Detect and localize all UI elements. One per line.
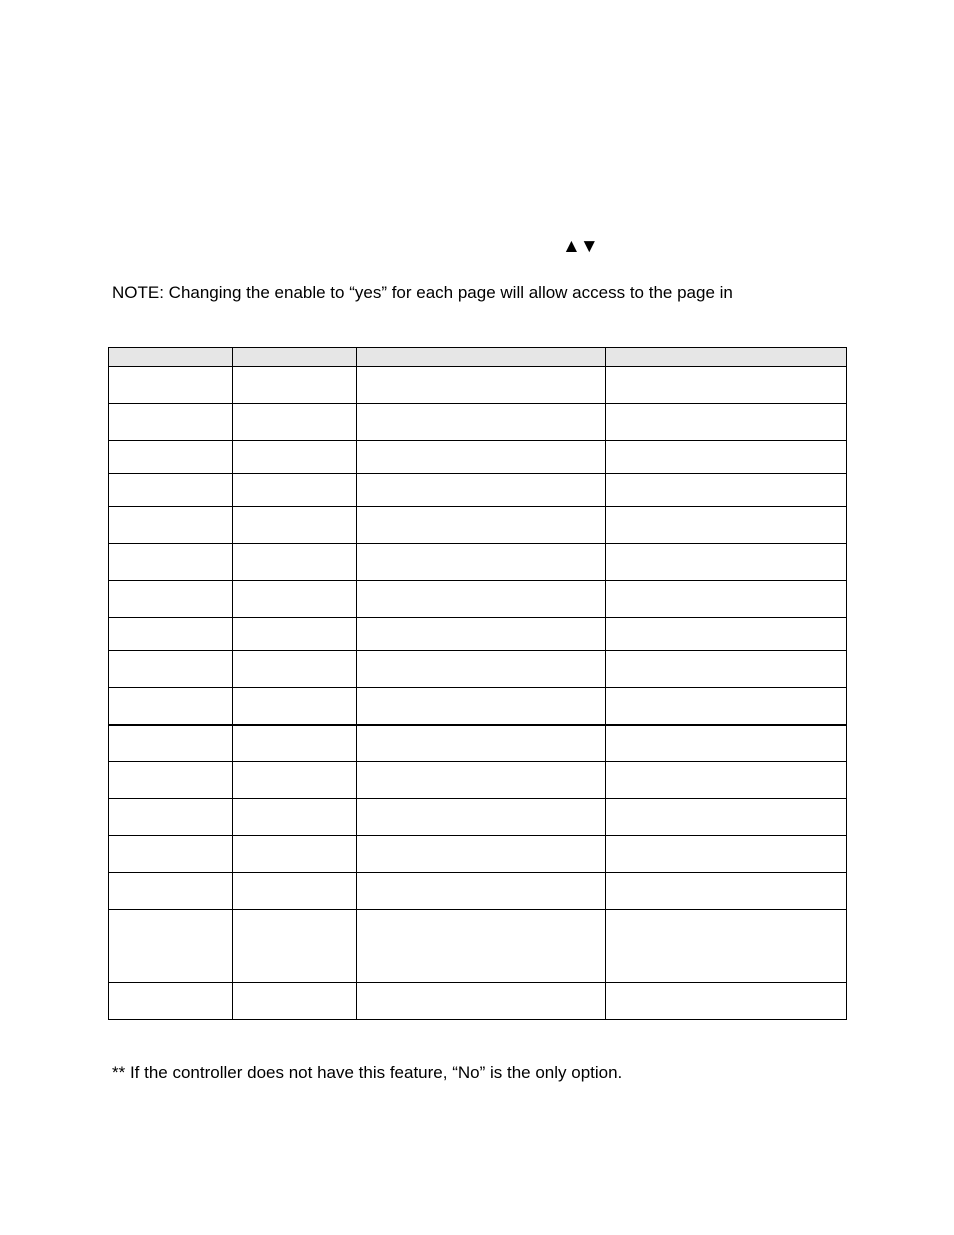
table-cell bbox=[606, 618, 847, 651]
header-cell bbox=[606, 348, 847, 367]
table-cell bbox=[233, 404, 357, 441]
table-cell bbox=[606, 651, 847, 688]
note-text: NOTE: Changing the enable to “yes” for each page will allow access to the page in bbox=[112, 283, 733, 302]
table-row bbox=[109, 441, 847, 474]
table-cell bbox=[357, 910, 606, 983]
table-cell bbox=[357, 367, 606, 404]
table-cell bbox=[357, 725, 606, 762]
table-cell bbox=[109, 983, 233, 1020]
table-cell bbox=[606, 873, 847, 910]
table-cell bbox=[606, 544, 847, 581]
table-cell bbox=[109, 441, 233, 474]
table-cell bbox=[606, 441, 847, 474]
table-cell bbox=[606, 507, 847, 544]
table-cell bbox=[357, 507, 606, 544]
table-cell bbox=[233, 507, 357, 544]
table-cell bbox=[357, 474, 606, 507]
table-cell bbox=[606, 836, 847, 873]
table-cell bbox=[233, 762, 357, 799]
table-row bbox=[109, 910, 847, 983]
table-row bbox=[109, 762, 847, 799]
table-row bbox=[109, 507, 847, 544]
table-cell bbox=[606, 799, 847, 836]
table-cell bbox=[109, 474, 233, 507]
table-cell bbox=[233, 544, 357, 581]
table-row bbox=[109, 367, 847, 404]
table-row bbox=[109, 404, 847, 441]
table-cell bbox=[109, 581, 233, 618]
table-cell bbox=[357, 404, 606, 441]
table-cell bbox=[109, 618, 233, 651]
table-cell bbox=[357, 836, 606, 873]
table-row bbox=[109, 725, 847, 762]
table-cell bbox=[233, 651, 357, 688]
table-row bbox=[109, 688, 847, 725]
table-cell bbox=[357, 544, 606, 581]
table-cell bbox=[357, 441, 606, 474]
table-row bbox=[109, 544, 847, 581]
table-cell bbox=[606, 581, 847, 618]
table-cell bbox=[233, 910, 357, 983]
table-cell bbox=[233, 441, 357, 474]
table-cell bbox=[606, 367, 847, 404]
table-cell bbox=[606, 910, 847, 983]
table-cell bbox=[357, 618, 606, 651]
table-row bbox=[109, 581, 847, 618]
table-cell bbox=[109, 688, 233, 725]
table-cell bbox=[109, 836, 233, 873]
table-cell bbox=[233, 836, 357, 873]
table-cell bbox=[357, 873, 606, 910]
table-cell bbox=[109, 725, 233, 762]
table-cell bbox=[606, 983, 847, 1020]
table-cell bbox=[606, 404, 847, 441]
table-cell bbox=[606, 688, 847, 725]
table-cell bbox=[357, 799, 606, 836]
table-header-row bbox=[109, 348, 847, 367]
table-cell bbox=[109, 507, 233, 544]
header-cell bbox=[357, 348, 606, 367]
table-cell bbox=[109, 544, 233, 581]
header-cell bbox=[233, 348, 357, 367]
table-cell bbox=[606, 762, 847, 799]
table-cell bbox=[109, 651, 233, 688]
table-cell bbox=[109, 367, 233, 404]
table-cell bbox=[357, 688, 606, 725]
table-cell bbox=[233, 474, 357, 507]
table-cell bbox=[233, 725, 357, 762]
table-row bbox=[109, 799, 847, 836]
table-cell bbox=[233, 367, 357, 404]
arrow-symbols bbox=[562, 236, 598, 258]
table-cell bbox=[357, 581, 606, 618]
header-cell bbox=[109, 348, 233, 367]
table-row bbox=[109, 873, 847, 910]
table-body bbox=[109, 348, 847, 1020]
table-cell bbox=[357, 651, 606, 688]
table-cell bbox=[357, 983, 606, 1020]
table-cell bbox=[109, 404, 233, 441]
table-cell bbox=[233, 581, 357, 618]
table-cell bbox=[109, 799, 233, 836]
table-row bbox=[109, 618, 847, 651]
table-cell bbox=[606, 725, 847, 762]
up-arrow-icon: ▲ bbox=[562, 236, 580, 257]
table-cell bbox=[233, 799, 357, 836]
table-row bbox=[109, 983, 847, 1020]
down-arrow-icon: ▼ bbox=[579, 236, 598, 257]
table-cell bbox=[109, 762, 233, 799]
table-cell bbox=[233, 983, 357, 1020]
table-cell bbox=[109, 873, 233, 910]
table-row bbox=[109, 474, 847, 507]
table-row bbox=[109, 836, 847, 873]
table-cell bbox=[357, 762, 606, 799]
footnote-text: ** If the controller does not have this feature, “No” is the only option. bbox=[112, 1063, 623, 1082]
table-cell bbox=[109, 910, 233, 983]
table-cell bbox=[233, 688, 357, 725]
table-cell bbox=[233, 873, 357, 910]
table-cell bbox=[233, 618, 357, 651]
settings-table bbox=[108, 347, 847, 1020]
table-cell bbox=[606, 474, 847, 507]
table-row bbox=[109, 651, 847, 688]
